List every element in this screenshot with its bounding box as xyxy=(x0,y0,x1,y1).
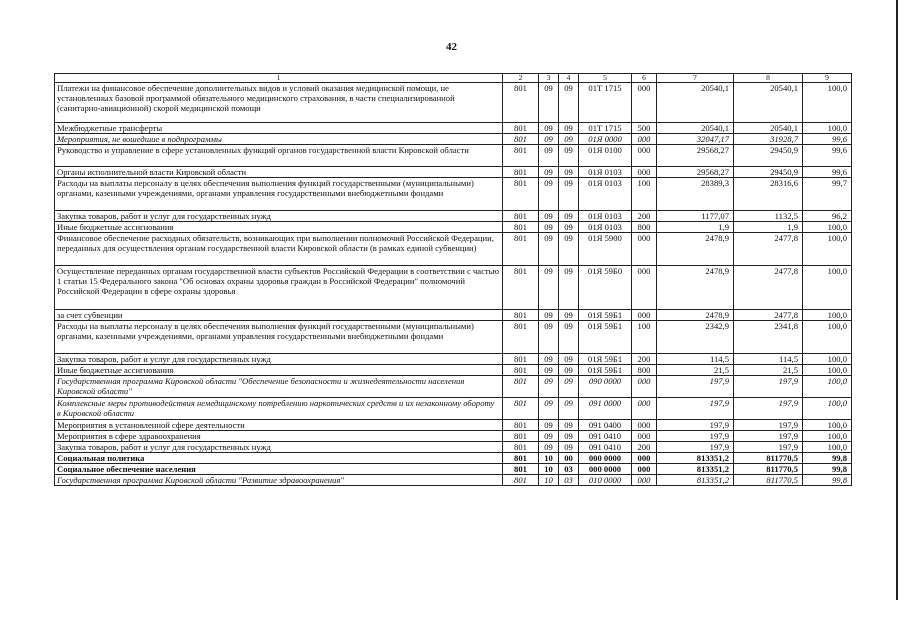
row-code-cell: 801 xyxy=(503,233,539,266)
row-executed-cell: 811770,5 xyxy=(734,464,803,475)
row-subsection-cell: 09 xyxy=(559,310,579,321)
row-subsection-cell: 09 xyxy=(559,442,579,453)
row-code-cell: 801 xyxy=(503,134,539,145)
budget-table xyxy=(54,73,852,486)
row-code-cell: 801 xyxy=(503,354,539,365)
row-percent-cell: 100,0 xyxy=(803,365,852,376)
row-expense-type-cell: 000 xyxy=(632,266,657,310)
row-planned-cell: 2478,9 xyxy=(657,266,734,310)
row-code-cell: 801 xyxy=(503,365,539,376)
row-code-cell: 801 xyxy=(503,266,539,310)
row-section-cell: 09 xyxy=(539,321,559,354)
row-expense-type-cell: 200 xyxy=(632,211,657,222)
row-planned-cell: 197,9 xyxy=(657,376,734,398)
row-target-article-cell: 000 0000 xyxy=(579,464,632,475)
row-expense-type-cell: 000 xyxy=(632,376,657,398)
row-section-cell: 09 xyxy=(539,431,559,442)
row-subsection-cell: 03 xyxy=(559,464,579,475)
row-section-cell: 09 xyxy=(539,420,559,431)
table-row xyxy=(55,123,852,134)
row-target-article-cell: 091 0410 xyxy=(579,431,632,442)
row-section-cell: 09 xyxy=(539,145,559,167)
table-row xyxy=(55,475,852,486)
row-percent-cell: 99,8 xyxy=(803,464,852,475)
row-target-article-cell: 01Я 0103 xyxy=(579,167,632,178)
row-code-cell: 801 xyxy=(503,321,539,354)
table-row xyxy=(55,233,852,266)
table-row xyxy=(55,442,852,453)
row-expense-type-cell: 000 xyxy=(632,83,657,123)
row-percent-cell: 100,0 xyxy=(803,123,852,134)
row-section-cell: 09 xyxy=(539,233,559,266)
row-planned-cell: 813351,2 xyxy=(657,453,734,464)
row-target-article-cell: 01Я 59Б1 xyxy=(579,354,632,365)
header-cell: 4 xyxy=(559,74,579,83)
row-executed-cell: 28316,6 xyxy=(734,178,803,211)
table-row xyxy=(55,211,852,222)
row-percent-cell: 100,0 xyxy=(803,431,852,442)
row-executed-cell: 197,9 xyxy=(734,398,803,420)
row-expense-type-cell: 000 xyxy=(632,475,657,486)
row-section-cell: 10 xyxy=(539,475,559,486)
row-target-article-cell: 01Я 0103 xyxy=(579,211,632,222)
table-row xyxy=(55,266,852,310)
row-name-cell: Финансовое обеспечение расходных обязательств, возникающих при выполнении полномочий Российской Федерации, переданных для осуществления органам государственной власти Кировской области (в рамках единой субвенции) xyxy=(55,233,503,266)
row-planned-cell: 197,9 xyxy=(657,420,734,431)
table-row xyxy=(55,83,852,123)
row-name-cell: Руководство и управление в сфере установленных функций органов государственной власти Кировской области xyxy=(55,145,503,167)
row-percent-cell: 99,6 xyxy=(803,145,852,167)
header-cell: 9 xyxy=(803,74,852,83)
row-subsection-cell: 09 xyxy=(559,233,579,266)
table-row xyxy=(55,398,852,420)
row-executed-cell: 2477,8 xyxy=(734,233,803,266)
row-section-cell: 09 xyxy=(539,123,559,134)
row-percent-cell: 100,0 xyxy=(803,354,852,365)
row-code-cell: 801 xyxy=(503,145,539,167)
row-executed-cell: 20540,1 xyxy=(734,83,803,123)
row-section-cell: 09 xyxy=(539,365,559,376)
row-executed-cell: 197,9 xyxy=(734,442,803,453)
row-planned-cell: 813351,2 xyxy=(657,475,734,486)
header-cell: 6 xyxy=(632,74,657,83)
header-cell: 5 xyxy=(579,74,632,83)
row-code-cell: 801 xyxy=(503,420,539,431)
header-cell: 3 xyxy=(539,74,559,83)
row-name-cell: за счет субвенции xyxy=(55,310,503,321)
row-planned-cell: 2342,9 xyxy=(657,321,734,354)
row-name-cell: Государственная программа Кировской области "Развитие здравоохранения" xyxy=(55,475,503,486)
row-expense-type-cell: 500 xyxy=(632,123,657,134)
table-row xyxy=(55,178,852,211)
row-percent-cell: 100,0 xyxy=(803,398,852,420)
row-section-cell: 09 xyxy=(539,310,559,321)
row-expense-type-cell: 000 xyxy=(632,420,657,431)
row-executed-cell: 811770,5 xyxy=(734,453,803,464)
row-target-article-cell: 01Я 59Б1 xyxy=(579,321,632,354)
row-section-cell: 09 xyxy=(539,178,559,211)
row-name-cell: Иные бюджетные ассигнования xyxy=(55,365,503,376)
row-name-cell: Мероприятия, не вошедшие в подпрограммы xyxy=(55,134,503,145)
scan-edge-rule xyxy=(896,0,898,600)
row-expense-type-cell: 100 xyxy=(632,178,657,211)
row-subsection-cell: 09 xyxy=(559,167,579,178)
row-code-cell: 801 xyxy=(503,376,539,398)
row-executed-cell: 1132,5 xyxy=(734,211,803,222)
row-subsection-cell: 09 xyxy=(559,398,579,420)
row-percent-cell: 100,0 xyxy=(803,310,852,321)
row-percent-cell: 100,0 xyxy=(803,83,852,123)
row-target-article-cell: 090 0000 xyxy=(579,376,632,398)
row-name-cell: Органы исполнительной власти Кировской области xyxy=(55,167,503,178)
row-expense-type-cell: 200 xyxy=(632,354,657,365)
row-percent-cell: 100,0 xyxy=(803,321,852,354)
row-percent-cell: 96,2 xyxy=(803,211,852,222)
row-planned-cell: 29568,27 xyxy=(657,167,734,178)
row-name-cell: Социальное обеспечение населения xyxy=(55,464,503,475)
row-target-article-cell: 010 0000 xyxy=(579,475,632,486)
row-target-article-cell: 01Я 0000 xyxy=(579,134,632,145)
row-percent-cell: 100,0 xyxy=(803,376,852,398)
row-percent-cell: 99,8 xyxy=(803,475,852,486)
row-planned-cell: 20540,1 xyxy=(657,83,734,123)
row-percent-cell: 99,6 xyxy=(803,134,852,145)
table-row xyxy=(55,167,852,178)
row-code-cell: 801 xyxy=(503,453,539,464)
table-row xyxy=(55,431,852,442)
table-row xyxy=(55,453,852,464)
row-section-cell: 09 xyxy=(539,266,559,310)
row-executed-cell: 197,9 xyxy=(734,376,803,398)
row-subsection-cell: 09 xyxy=(559,354,579,365)
row-name-cell: Иные бюджетные ассигнования xyxy=(55,222,503,233)
table-row xyxy=(55,365,852,376)
row-code-cell: 801 xyxy=(503,83,539,123)
row-planned-cell: 20540,1 xyxy=(657,123,734,134)
row-executed-cell: 2477,8 xyxy=(734,266,803,310)
row-percent-cell: 100,0 xyxy=(803,233,852,266)
row-expense-type-cell: 800 xyxy=(632,222,657,233)
row-code-cell: 801 xyxy=(503,222,539,233)
row-code-cell: 801 xyxy=(503,398,539,420)
row-subsection-cell: 00 xyxy=(559,453,579,464)
row-section-cell: 09 xyxy=(539,211,559,222)
row-executed-cell: 29450,9 xyxy=(734,167,803,178)
row-percent-cell: 100,0 xyxy=(803,420,852,431)
header-cell: 1 xyxy=(55,74,503,83)
row-expense-type-cell: 000 xyxy=(632,145,657,167)
row-subsection-cell: 09 xyxy=(559,365,579,376)
row-expense-type-cell: 000 xyxy=(632,310,657,321)
row-target-article-cell: 091 0410 xyxy=(579,442,632,453)
row-subsection-cell: 09 xyxy=(559,83,579,123)
row-target-article-cell: 01Я 0103 xyxy=(579,178,632,211)
row-expense-type-cell: 200 xyxy=(632,442,657,453)
row-target-article-cell: 01Я 59Б1 xyxy=(579,310,632,321)
row-target-article-cell: 091 0400 xyxy=(579,420,632,431)
row-planned-cell: 1177,07 xyxy=(657,211,734,222)
row-target-article-cell: 01Я 0100 xyxy=(579,145,632,167)
row-section-cell: 09 xyxy=(539,354,559,365)
row-name-cell: Расходы на выплаты персоналу в целях обеспечения выполнения функций государственными (муниципальными) органами, казенными учреждениями, органами управления государственными внебюджетными фондами xyxy=(55,178,503,211)
row-percent-cell: 99,8 xyxy=(803,453,852,464)
row-section-cell: 09 xyxy=(539,398,559,420)
row-target-article-cell: 01Я 0103 xyxy=(579,222,632,233)
row-subsection-cell: 09 xyxy=(559,123,579,134)
row-executed-cell: 21,5 xyxy=(734,365,803,376)
row-code-cell: 801 xyxy=(503,431,539,442)
row-section-cell: 09 xyxy=(539,134,559,145)
row-planned-cell: 114,5 xyxy=(657,354,734,365)
row-section-cell: 09 xyxy=(539,167,559,178)
row-code-cell: 801 xyxy=(503,167,539,178)
row-expense-type-cell: 000 xyxy=(632,167,657,178)
row-subsection-cell: 09 xyxy=(559,222,579,233)
row-section-cell: 10 xyxy=(539,453,559,464)
row-name-cell: Осуществление переданных органам государственной власти субъектов Российской Федерации в соответствии с частью 1 статьи 15 Федерального закона "Об основах охраны здоровья граждан в Российской Федерации" полномочий Российской Федерации в сфере охраны здоровья xyxy=(55,266,503,310)
row-subsection-cell: 03 xyxy=(559,475,579,486)
row-subsection-cell: 09 xyxy=(559,211,579,222)
row-subsection-cell: 09 xyxy=(559,376,579,398)
row-planned-cell: 197,9 xyxy=(657,442,734,453)
table-row xyxy=(55,321,852,354)
table-row xyxy=(55,134,852,145)
table-row xyxy=(55,222,852,233)
row-expense-type-cell: 100 xyxy=(632,321,657,354)
table-row xyxy=(55,376,852,398)
row-executed-cell: 114,5 xyxy=(734,354,803,365)
row-name-cell: Закупка товаров, работ и услуг для государственных нужд xyxy=(55,354,503,365)
row-code-cell: 801 xyxy=(503,442,539,453)
row-subsection-cell: 09 xyxy=(559,266,579,310)
row-expense-type-cell: 000 xyxy=(632,134,657,145)
header-cell: 2 xyxy=(503,74,539,83)
row-percent-cell: 100,0 xyxy=(803,266,852,310)
row-planned-cell: 2478,9 xyxy=(657,310,734,321)
table-row xyxy=(55,310,852,321)
row-executed-cell: 811770,5 xyxy=(734,475,803,486)
table-row xyxy=(55,145,852,167)
row-subsection-cell: 09 xyxy=(559,145,579,167)
row-planned-cell: 2478,9 xyxy=(657,233,734,266)
row-percent-cell: 100,0 xyxy=(803,442,852,453)
row-name-cell: Закупка товаров, работ и услуг для государственных нужд xyxy=(55,211,503,222)
row-percent-cell: 100,0 xyxy=(803,222,852,233)
row-executed-cell: 2477,8 xyxy=(734,310,803,321)
row-target-article-cell: 01Т 1715 xyxy=(579,83,632,123)
row-planned-cell: 28389,3 xyxy=(657,178,734,211)
row-planned-cell: 197,9 xyxy=(657,431,734,442)
row-section-cell: 09 xyxy=(539,376,559,398)
row-percent-cell: 99,7 xyxy=(803,178,852,211)
table-header-row xyxy=(55,74,852,83)
row-planned-cell: 32047,17 xyxy=(657,134,734,145)
row-section-cell: 09 xyxy=(539,222,559,233)
row-section-cell: 10 xyxy=(539,464,559,475)
row-executed-cell: 29450,9 xyxy=(734,145,803,167)
row-expense-type-cell: 000 xyxy=(632,233,657,266)
row-code-cell: 801 xyxy=(503,123,539,134)
row-name-cell: Комплексные меры противодействия немедицинскому потреблению наркотических средств и их незаконному обороту в Кировской области xyxy=(55,398,503,420)
row-code-cell: 801 xyxy=(503,310,539,321)
header-cell: 7 xyxy=(657,74,734,83)
row-code-cell: 801 xyxy=(503,211,539,222)
row-executed-cell: 31928,7 xyxy=(734,134,803,145)
row-expense-type-cell: 000 xyxy=(632,464,657,475)
row-name-cell: Расходы на выплаты персоналу в целях обеспечения выполнения функций государственными (муниципальными) органами, казенными учреждениями, органами управления государственными внебюджетными фондами xyxy=(55,321,503,354)
row-target-article-cell: 01Т 1715 xyxy=(579,123,632,134)
row-section-cell: 09 xyxy=(539,83,559,123)
row-name-cell: Закупка товаров, работ и услуг для государственных нужд xyxy=(55,442,503,453)
row-name-cell: Мероприятия в сфере здравоохранения xyxy=(55,431,503,442)
row-target-article-cell: 091 0000 xyxy=(579,398,632,420)
row-name-cell: Социальная политика xyxy=(55,453,503,464)
row-name-cell: Мероприятия в установленной сфере деятельности xyxy=(55,420,503,431)
header-cell: 8 xyxy=(734,74,803,83)
row-executed-cell: 197,9 xyxy=(734,420,803,431)
row-target-article-cell: 000 0000 xyxy=(579,453,632,464)
row-section-cell: 09 xyxy=(539,442,559,453)
row-target-article-cell: 01Я 5900 xyxy=(579,233,632,266)
row-expense-type-cell: 000 xyxy=(632,453,657,464)
table-row xyxy=(55,420,852,431)
row-expense-type-cell: 800 xyxy=(632,365,657,376)
row-name-cell: Платежи на финансовое обеспечение дополнительных видов и условий оказания медицинской помощи, не установленных базовой программой обязательного медицинского страхования, в части специализированной (санитарно-авиационной) скорой медицинской помощи xyxy=(55,83,503,123)
row-planned-cell: 29568,27 xyxy=(657,145,734,167)
row-code-cell: 801 xyxy=(503,475,539,486)
table-row xyxy=(55,464,852,475)
row-name-cell: Государственная программа Кировской области "Обеспечение безопасности и жизнедеятельности населения Кировской области" xyxy=(55,376,503,398)
row-expense-type-cell: 000 xyxy=(632,431,657,442)
row-planned-cell: 21,5 xyxy=(657,365,734,376)
row-subsection-cell: 09 xyxy=(559,431,579,442)
row-executed-cell: 1,9 xyxy=(734,222,803,233)
row-name-cell: Межбюджетные трансферты xyxy=(55,123,503,134)
page-number: 42 xyxy=(446,41,457,53)
table-row xyxy=(55,354,852,365)
row-planned-cell: 1,9 xyxy=(657,222,734,233)
row-target-article-cell: 01Я 59Б0 xyxy=(579,266,632,310)
row-executed-cell: 197,9 xyxy=(734,431,803,442)
row-executed-cell: 2341,8 xyxy=(734,321,803,354)
row-expense-type-cell: 000 xyxy=(632,398,657,420)
row-subsection-cell: 09 xyxy=(559,321,579,354)
row-target-article-cell: 01Я 59Б1 xyxy=(579,365,632,376)
row-subsection-cell: 09 xyxy=(559,420,579,431)
row-planned-cell: 813351,2 xyxy=(657,464,734,475)
row-executed-cell: 20540,1 xyxy=(734,123,803,134)
row-code-cell: 801 xyxy=(503,464,539,475)
row-planned-cell: 197,9 xyxy=(657,398,734,420)
row-subsection-cell: 09 xyxy=(559,134,579,145)
row-percent-cell: 99,6 xyxy=(803,167,852,178)
row-code-cell: 801 xyxy=(503,178,539,211)
row-subsection-cell: 09 xyxy=(559,178,579,211)
